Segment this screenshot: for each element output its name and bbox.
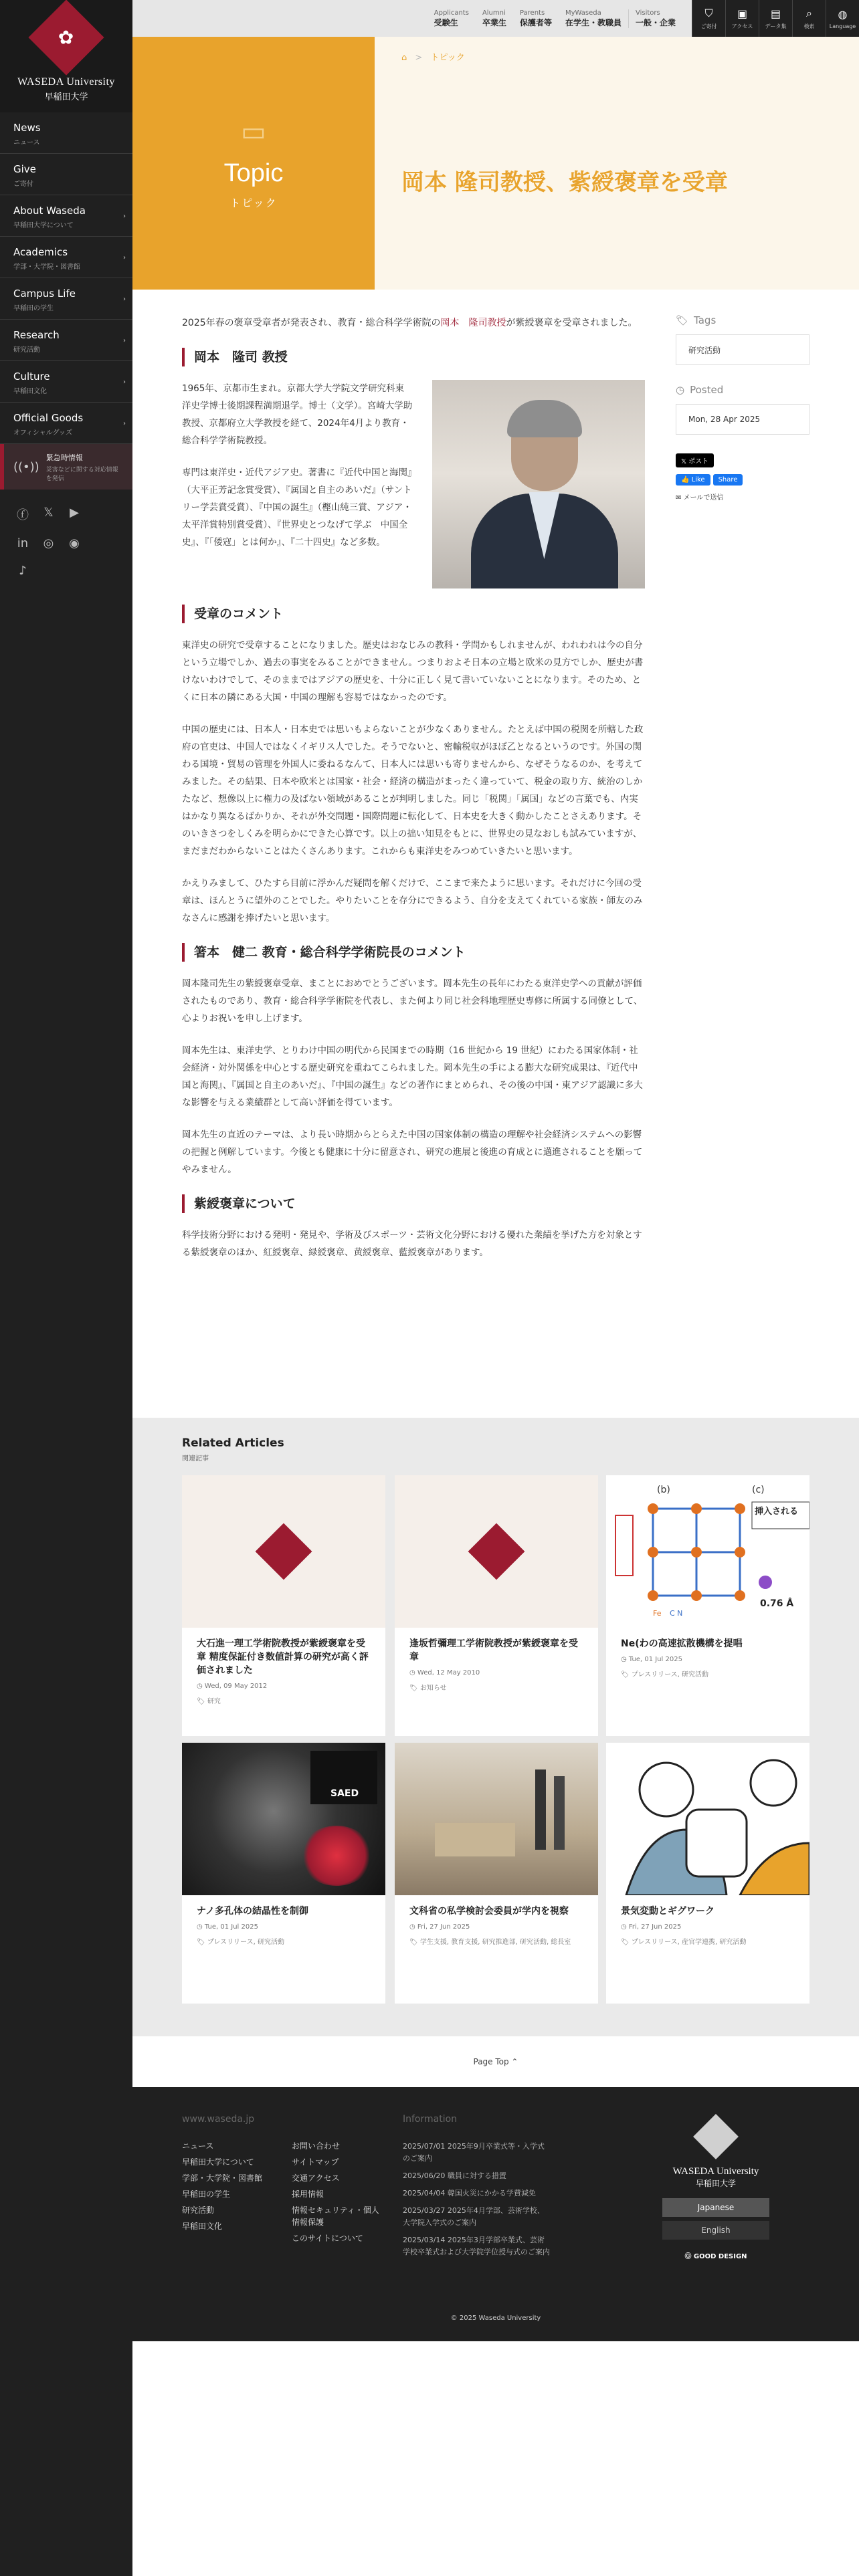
article-lead (182, 314, 645, 332)
card-tags: 🏷 お知らせ (409, 1685, 447, 1692)
social-links (0, 490, 132, 578)
professor-link[interactable]: 岡本 隆司教授 (440, 318, 506, 328)
copyright: © 2025 Waseda University (450, 2315, 541, 2322)
tags-label: Tags (694, 314, 717, 326)
footer-links-col2 (292, 2138, 385, 2246)
dean-paragraph: 岡本先生は、東洋史学、とりわけ中国の明代から民国までの時期（16 世紀から 19 世紀）にわたる国家体制・社会経済・対外関係を中心とする歴史研究を重ねてこられました。岡本先生の手による膨大な研究成果は、『近代中国と海関』、『属国と自主のあいだ』、『中国の誕生』などの著作にまとめられ、その後の中国・東アジア認識に多大な影響を与える業績群として高い評価を得ています。 (182, 1045, 643, 1108)
footer-link[interactable]: このサイトについて (292, 2234, 363, 2243)
sidebar-item-culture[interactable] (0, 361, 132, 403)
card-tags-text: プレスリリース, 研究活動 (631, 1671, 709, 1679)
breadcrumb (401, 50, 465, 63)
card-date-text: Wed, 12 May 2010 (417, 1669, 480, 1677)
comment-paragraph: かえりみまして、ひたすら目前に浮かんだ疑問を解くだけで、ここまで来たように思います。それだけに今回の受章は、ほんとうに望外のことでした。やりたいことを存分にできるよう、自分を支えてくれている家族・師友のみなさんに感謝を捧げたいと思います。 (182, 878, 643, 924)
lead-text: 2025年春の褒章受章者が発表され、教育・総合科学学術院の (182, 318, 441, 328)
saed-inset: SAED (310, 1751, 377, 1804)
language-button[interactable] (826, 0, 859, 37)
card-tags: 🏷 学生支援, 教育支援, 研究推進部, 研究活動, 総長室 (409, 1939, 571, 1946)
good-design-label: GOOD DESIGN (693, 2253, 747, 2260)
card-date-text: Tue, 01 Jul 2025 (204, 1923, 258, 1931)
sidebar-item-official-goods[interactable] (0, 403, 132, 444)
search-icon: ⌕ (806, 7, 812, 19)
footer-info-item[interactable]: 2025/04/04 韓国火災にかかる学費減免 (403, 2189, 536, 2197)
sidebar-item-label: Give (13, 163, 36, 175)
card-tags: 🏷 研究 (197, 1698, 221, 1705)
breadcrumb-separator: > (415, 53, 423, 63)
sidebar-item-research[interactable] (0, 320, 132, 361)
logo-text-en: WASEDA University (17, 76, 115, 88)
dean-comment-heading: 箸本 健二 教育・総合科学学術院長のコメント (182, 943, 645, 962)
sidebar-item-label: Culture (13, 370, 50, 383)
footer-info-item[interactable]: 2025/07/01 2025年9月卒業式等・入学式のご案内 (403, 2142, 545, 2163)
about-award-paragraph: 科学技術分野における発明・発見や、学術及びスポーツ・芸術文化分野における優れた業績を挙げた方を対象とする紫綬褒章のほか、紅綬褒章、緑綬褒章、黄綬褒章、藍綬褒章があります。 (182, 1230, 642, 1258)
breadcrumb-current[interactable]: トピック (430, 53, 465, 63)
access-button[interactable] (725, 0, 759, 37)
category-banner (132, 37, 375, 290)
posted-label: Posted (690, 384, 724, 396)
mail-share-button[interactable]: ✉ メールで送信 (676, 494, 724, 502)
share-buttons (676, 453, 809, 508)
card-date: ◷ Wed, 09 May 2012 (197, 1683, 268, 1690)
gig-work-illustration (606, 1743, 809, 1895)
card-image (395, 1743, 598, 1895)
comment-paragraph: 中国の歴史には、日本人・日本史では思いもよらないことが少なくありません。たとえば中国の税関を所轄した政府の官吏は、中国人ではなくイギリス人でした。そうでないと、密輸税収がほぼ乙となるというのです。外国の関わる国境・貿易の管理を外国人に委ねるなんて、日本人には思いも寄りませんから、なぜそうなるのか、を考えてみました。その結果、日本や欧米とは国家・社会・経済の構造がまったく違っていて、税金の取り方、統治のしかたなど、想像以上に権力の及ばない領域があることが判明しました。同じ「税関」「属国」などの言葉でも、内実はかなり異なるばかりか、それが外交問題・国際問題に転化して、日本史を大きく動かしたことさえあります。そのいきさつをしくみを明らかにできた心算です。以上の拙い知見をもとに、世界史の見なおしも試みていますが、まだまだわからないことはたくさんあります。これからも東洋史をみつめていきたいと思います。 (182, 724, 644, 857)
topbar-link-alumni[interactable] (476, 9, 513, 28)
x-post-button[interactable]: 𝕏 ポスト (676, 453, 714, 467)
good-design-icon: Ⓖ (684, 2253, 692, 2260)
sidebar-item-label: Academics (13, 246, 68, 258)
icon-label: アクセス (731, 23, 753, 29)
card-tags: 🏷 プレスリリース, 産官学連携, 研究活動 (621, 1939, 747, 1946)
footer-link[interactable]: 学部・大学院・図書館 (182, 2173, 263, 2183)
card-tags-text: プレスリリース, 産官学連携, 研究活動 (631, 1939, 747, 1946)
icon-label: 検索 (803, 23, 815, 29)
footer-info-item[interactable]: 2025/03/27 2025年4月学部、芸術学校、大学院入学式のご案内 (403, 2206, 545, 2227)
topbar-link-jp: 一般・企業 (635, 17, 676, 27)
page-top-button[interactable]: Page Top ⌃ (132, 2036, 859, 2087)
data-book-icon: ▤ (770, 7, 781, 20)
related-articles (132, 1418, 859, 2036)
chevron-right-icon: › (123, 296, 126, 303)
chevron-right-icon: › (123, 254, 126, 261)
category-title: Topic (223, 159, 284, 187)
person-figure (535, 1769, 546, 1850)
footer-link[interactable]: 早稲田文化 (182, 2222, 223, 2231)
card-title: 文科省の私学検討会委員が学内を視察 (409, 1906, 569, 1917)
footer-info-item[interactable]: 2025/06/20 職員に対する措置 (403, 2171, 506, 2180)
diagram-label: 挿入される (755, 1507, 799, 1517)
youtube-icon[interactable]: ▶ (70, 506, 79, 520)
sidebar-item-academics[interactable] (0, 237, 132, 278)
tag-icon: 🏷 (676, 314, 689, 326)
card-tags: 🏷 プレスリリース, 研究活動 (197, 1939, 285, 1946)
comment-heading: 受章のコメント (182, 605, 645, 623)
facebook-like-button[interactable]: 👍 Like (676, 474, 710, 486)
topbar-link-parents[interactable] (513, 9, 559, 28)
tiktok-icon[interactable]: ♪ (19, 564, 27, 578)
icon-label: データ集 (765, 23, 787, 29)
instagram-icon[interactable]: ◎ (43, 536, 54, 550)
waseda-emblem-icon (693, 2114, 739, 2159)
facebook-icon[interactable]: ⓕ (17, 508, 29, 522)
topbar-link-en: Alumni (482, 9, 506, 17)
search-button[interactable] (792, 0, 826, 37)
card-tags-text: 研究 (207, 1698, 221, 1705)
facebook-share-button[interactable]: Share (713, 474, 743, 486)
sidebar-item-news[interactable] (0, 112, 132, 154)
footer-link[interactable]: ニュース (182, 2141, 214, 2151)
globe-icon: ◍ (838, 7, 848, 21)
diagram-label: 0.76 Å (760, 1598, 794, 1609)
footer-link[interactable]: 研究活動 (182, 2206, 215, 2215)
logo-text-jp: 早稲田大学 (44, 92, 88, 102)
sidebar (0, 0, 132, 2576)
about-award-heading: 紫綬褒章について (182, 1194, 645, 1213)
sidebar-item-sub: 早稲田文化 (13, 388, 47, 395)
card-date: ◷ Fri, 27 Jun 2025 (409, 1923, 470, 1931)
topbar-link-jp: 受験生 (434, 17, 458, 27)
person-figure (554, 1776, 565, 1850)
emergency-label: 緊急時情報 (45, 453, 83, 462)
table-graphic (435, 1823, 515, 1856)
related-heading-jp: 関連記事 (182, 1455, 209, 1463)
linkedin-icon[interactable]: in (17, 536, 29, 550)
give-button[interactable] (692, 0, 725, 37)
emergency-sub: 災害などに関する対応情報を発信 (45, 466, 118, 482)
card-title: 大石進一理工学術院教授が紫綬褒章を受章 精度保証付き数値計算の研究が高く評価されました (197, 1638, 369, 1676)
topbar-link-mywaseda[interactable] (559, 9, 628, 28)
related-card[interactable] (395, 1475, 598, 1736)
waseda-logo[interactable] (0, 0, 132, 112)
sidebar-item-sub: 早稲田大学について (13, 222, 74, 229)
article-body (182, 314, 645, 1276)
sidebar-item-give[interactable] (0, 154, 132, 195)
card-image (395, 1475, 598, 1628)
sidebar-item-sub: 学部・大学院・図書館 (13, 263, 80, 271)
footer (132, 2087, 859, 2341)
card-date: ◷ Fri, 27 Jun 2025 (621, 1923, 682, 1931)
chevron-right-icon: › (123, 213, 126, 220)
card-image (606, 1743, 809, 1895)
profile-section (182, 380, 645, 588)
card-image (182, 1475, 385, 1628)
footer-link[interactable]: 早稲田の学生 (182, 2189, 231, 2199)
x-icon[interactable]: 𝕏 (43, 506, 54, 520)
card-title: Ne(わの高速拡散機構を提唱 (621, 1638, 743, 1649)
card-title: ナノ多孔体の結晶性を制御 (197, 1906, 309, 1917)
footer-link[interactable]: お問い合わせ (292, 2141, 341, 2151)
related-card[interactable] (395, 1743, 598, 2004)
footer-link[interactable]: 交通アクセス (292, 2173, 340, 2183)
topbar-link-en: Parents (519, 9, 545, 17)
related-card[interactable] (182, 1475, 385, 1736)
diagram-label: (b) (657, 1485, 670, 1495)
footer-logo (662, 2114, 769, 2260)
diagram-label: (c) (752, 1485, 765, 1495)
footer-link[interactable]: 採用情報 (292, 2189, 324, 2199)
footer-logo-jp: 早稲田大学 (695, 2179, 736, 2188)
waseda-diamond-icon (468, 1523, 525, 1580)
emergency-info-link[interactable] (0, 444, 132, 490)
page-title: 岡本 隆司教授、紫綬褒章を受章 (401, 169, 728, 196)
card-tags-text: プレスリリース, 研究活動 (207, 1939, 285, 1946)
dean-paragraph: 岡本先生の直近のテーマは、より長い時期からとらえた中国の国家体制の構造の理解や社会経済システムへの影響の把握と例解しています。今後とも健康に十分に留意され、研究の進展と後進の育成とに邁進されることを願ってやみません。 (182, 1130, 643, 1175)
diagram-label: Fe (653, 1609, 662, 1618)
molecule-graphic (300, 1826, 373, 1886)
waseda-diamond-icon (256, 1523, 312, 1580)
card-image (606, 1475, 809, 1628)
footer-link[interactable]: 早稲田大学について (182, 2157, 254, 2167)
language-english-button[interactable]: English (662, 2221, 769, 2240)
card-tags-text: お知らせ (419, 1685, 447, 1692)
sidebar-item-sub: ニュース (13, 139, 40, 146)
footer-info-heading: Information (403, 2114, 458, 2125)
related-card[interactable] (182, 1743, 385, 2004)
topic-icon: ▭ (241, 116, 266, 147)
sidebar-item-sub: オフィシャルグッズ (13, 429, 72, 437)
footer-info-item[interactable]: 2025/03/14 2025年3月学部卒業式、芸術学校卒業式および大学院学位授与式のご案内 (403, 2236, 550, 2256)
tags-header (676, 314, 809, 326)
sidebar-item-label: News (13, 122, 41, 134)
profile-heading: 岡本 隆司 教授 (182, 348, 645, 366)
footer-info-list (403, 2141, 550, 2258)
card-date: ◷ Tue, 01 Jul 2025 (621, 1656, 682, 1663)
card-date-text: Wed, 09 May 2012 (204, 1683, 268, 1690)
related-card[interactable] (606, 1743, 809, 2004)
sidebar-item-sub: ご寄付 (13, 181, 33, 188)
icon-label: ご寄付 (700, 23, 717, 29)
footer-site-heading: www.waseda.jp (182, 2114, 255, 2125)
category-title-jp: トピック (229, 197, 278, 209)
footer-link[interactable]: 情報セキュリティ・個人情報保護 (292, 2206, 379, 2227)
topbar-link-visitors[interactable] (628, 9, 682, 28)
card-date-text: Fri, 27 Jun 2025 (417, 1923, 470, 1931)
hero-title-area (375, 37, 859, 290)
podcast-icon[interactable]: ◉ (69, 536, 80, 550)
related-heading: Related Articles (182, 1436, 284, 1450)
sidebar-item-sub: 研究活動 (13, 346, 40, 354)
broadcast-icon: ((•)) (13, 459, 39, 474)
topbar-link-jp: 保護者等 (519, 17, 552, 27)
article-meta (676, 314, 809, 508)
topbar-link-jp: 卒業生 (482, 17, 506, 27)
sidebar-item-label: About Waseda (13, 205, 86, 217)
topbar-link-en: Applicants (434, 9, 469, 17)
good-design-badge (662, 2250, 769, 2260)
footer-logo-en: WASEDA University (672, 2166, 759, 2177)
donation-icon: ⛉ (704, 7, 713, 19)
building-icon: ▣ (737, 7, 748, 20)
sidebar-item-label: Official Goods (13, 412, 84, 424)
sidebar-item-label: Research (13, 329, 60, 341)
chevron-right-icon: › (123, 337, 126, 344)
diagram-label: C N (670, 1609, 683, 1618)
waseda-emblem-icon: ✿ (28, 0, 104, 75)
profile-paragraph: 専門は東洋史・近代アジア史。著書に『近代中国と海関』（大平正芳記念賞受賞）、『属国と自主のあいだ』（サントリー学芸賞受賞）、『中国の誕生』（樫山純三賞、アジア・太平洋賞特別賞受賞）、『世界史とつなげて学ぶ 中国全史』、『「倭寇」とは何か』、『二十四史』など多数。 (182, 467, 412, 548)
comment-paragraph: 東洋史の研究で受章することになりました。歴史はおなじみの教科・学問かもしれませんが、われわれは今の自分という立場でしか、過去の事実をみることができません。つまりおよそ日本の立場と欧米の見方でしか、歴史が書けないわけでして、そのままではアジアの歴史を、十分に正しく見て書いていないことになります。そのため、とくに日本の隣にある大国・中国の理解も容易ではなかったのです。 (182, 640, 644, 703)
topbar-link-jp: 在学生・教職員 (565, 17, 622, 27)
lead-text: が紫綬褒章を受章されました。 (506, 318, 638, 328)
home-icon[interactable]: ⌂ (401, 53, 407, 63)
related-card[interactable] (606, 1475, 809, 1736)
footer-links-col1 (182, 2138, 269, 2234)
card-title: 逢坂哲彌理工学術院教授が紫綬褒章を受章 (409, 1638, 578, 1662)
crystal-diagram-image (606, 1475, 809, 1628)
topbar-link-applicants[interactable] (427, 9, 476, 28)
sidebar-item-sub: 早稲田の学生 (13, 305, 54, 312)
profile-paragraph: 1965年、京都市生まれ。京都大学大学院文学研究科東洋史学博士後期課程満期退学。博士（文学）。宮崎大学助教授、京都府立大学教授を経て、2024年4月より教育・総合科学学術院教授。 (182, 383, 413, 446)
card-image (182, 1743, 385, 1895)
card-date-text: Fri, 27 Jun 2025 (628, 1923, 682, 1931)
sidebar-item-about[interactable] (0, 195, 132, 237)
card-tags: 🏷 プレスリリース, 研究活動 (621, 1671, 709, 1679)
clock-icon: ◷ (676, 384, 685, 396)
sidebar-item-label: Campus Life (13, 288, 76, 300)
card-date: ◷ Tue, 01 Jul 2025 (197, 1923, 258, 1931)
chevron-right-icon: › (123, 420, 126, 427)
chevron-right-icon: › (123, 379, 126, 386)
card-tags-text: 学生支援, 教育支援, 研究推進部, 研究活動, 総長室 (419, 1939, 571, 1946)
footer-link[interactable]: サイトマップ (292, 2157, 339, 2167)
icon-label: Language (829, 23, 856, 29)
card-title: 景気変動とギグワーク (621, 1906, 714, 1917)
topbar-link-en: MyWaseda (565, 9, 601, 17)
dean-paragraph: 岡本隆司先生の紫綬褒章受章、まことにおめでとうございます。岡本先生の長年にわたる東洋史学への貢献が評価されたものであり、教育・総合科学学術院を代表し、また何より同じ社会科地理歴史専修に所属する同僚として、心よりお祝いを申し上げます。 (182, 978, 643, 1024)
language-japanese-button[interactable]: Japanese (662, 2198, 769, 2217)
topbar-link-en: Visitors (635, 9, 660, 17)
sidebar-item-campus-life[interactable] (0, 278, 132, 320)
card-date-text: Tue, 01 Jul 2025 (628, 1656, 682, 1663)
professor-photo (432, 380, 645, 588)
card-date: ◷ Wed, 12 May 2010 (409, 1669, 480, 1677)
posted-header (676, 384, 809, 396)
top-utility-bar (132, 0, 859, 37)
data-button[interactable] (759, 0, 792, 37)
tag-link[interactable]: 研究活動 (676, 334, 809, 365)
posted-date: Mon, 28 Apr 2025 (676, 404, 809, 435)
